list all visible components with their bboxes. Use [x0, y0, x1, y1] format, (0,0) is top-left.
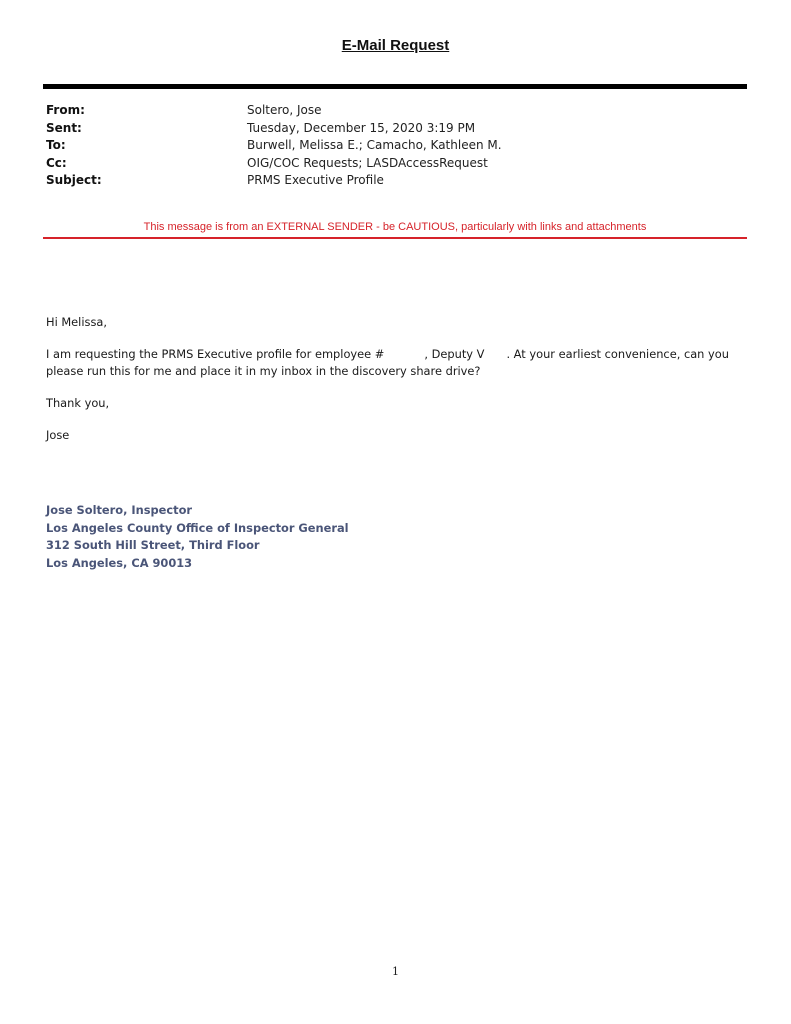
header-row-cc — [46, 155, 746, 173]
header-label: Sent: — [46, 120, 82, 135]
email-headers — [46, 102, 746, 190]
greeting: Hi Melissa, — [46, 315, 107, 329]
header-row-to — [46, 137, 746, 155]
header-label: From: — [46, 103, 85, 117]
header-value-subject: PRMS Executive Profile — [247, 173, 384, 187]
header-value-to: Burwell, Melissa E.; Camacho, Kathleen M. — [247, 138, 502, 152]
header-value-from: Soltero, Jose — [247, 103, 322, 117]
signature-street: 312 South Hill Street, Third Floor — [46, 538, 260, 553]
warning-divider — [43, 237, 747, 239]
request-text-part3: . At your earliest convenience, can you please run this for me and place it in my inbox in the discovery share drive? — [46, 347, 729, 378]
closing: Thank you, — [46, 396, 110, 410]
header-label: Cc: — [46, 155, 67, 170]
signature-name-title: Jose Soltero, Inspector — [46, 503, 193, 517]
request-text-part1: I am requesting the PRMS Executive profile for employee # — [46, 347, 385, 361]
email-signature — [46, 502, 349, 572]
header-divider — [43, 84, 747, 89]
signature-organization: Los Angeles County Office of Inspector General — [46, 520, 349, 535]
page-number: 1 — [392, 965, 399, 978]
document-title: E-Mail Request — [341, 37, 450, 54]
signature-city: Los Angeles, CA 90013 — [46, 555, 193, 570]
request-paragraph — [46, 346, 756, 380]
header-row-from — [46, 102, 746, 120]
external-sender-warning: This message is from an EXTERNAL SENDER - be CAUTIOUS, particularly with links and attachments — [143, 221, 647, 233]
sign-name: Jose — [46, 428, 70, 442]
header-label: To: — [46, 138, 66, 152]
header-row-subject — [46, 172, 746, 190]
header-value-cc: OIG/COC Requests; LASDAccessRequest — [247, 155, 488, 170]
request-text-part2: , Deputy V — [424, 347, 485, 361]
email-body — [46, 314, 756, 459]
header-row-sent — [46, 120, 746, 138]
header-label: Subject: — [46, 173, 102, 187]
header-value-sent: Tuesday, December 15, 2020 3:19 PM — [247, 120, 476, 135]
